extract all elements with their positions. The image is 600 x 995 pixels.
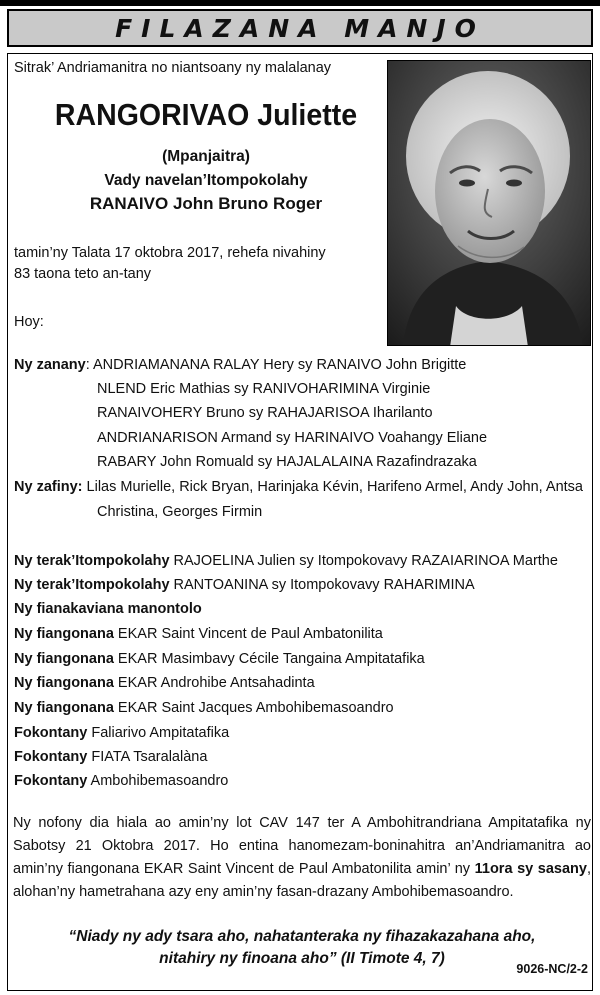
quote-line-2: nitahiry ny finoana aho” (II Timote 4, 7) xyxy=(159,950,445,967)
relative-row xyxy=(14,675,315,691)
funeral-paragraph xyxy=(13,812,591,904)
top-rule xyxy=(0,0,600,6)
funeral-text-2: , alohan’ny hametrahana azy eny amin’ny fasan-drazany Ambohibemasoandro. xyxy=(13,861,591,900)
relative-text: EKAR Masimbavy Cécile Tangaina Ampitatafika xyxy=(113,651,425,667)
funeral-text-1: Ny nofony dia hiala ao amin’ny lot CAV 147 ter A Ambohitrandriana Ampitatafika ny Sabotsy 21 Oktobra 2017. Ho entina hanomezam-boninahitra an’Andriamanitra ao amin’ny fiangonana EKAR Saint Vincent de Paul Ambatonilita amin’ ny xyxy=(13,815,591,877)
relative-row xyxy=(14,601,202,617)
children-line-4: ANDRIANARISON Armand sy HARINAIVO Voahangy Eliane xyxy=(97,430,488,446)
children-line-2: NLEND Eric Mathias sy RANIVOHARIMINA Virginie xyxy=(97,381,431,397)
portrait-photo xyxy=(387,60,591,346)
grandchildren-row-1 xyxy=(14,479,583,495)
portrait-image xyxy=(388,61,591,346)
relative-row xyxy=(14,651,425,667)
relative-row xyxy=(14,553,558,569)
reference-code: 9026-NC/2-2 xyxy=(516,962,588,976)
relative-label: Ny fiangonana xyxy=(14,626,114,642)
relative-row xyxy=(14,749,207,765)
relative-label: Ny terak’Itompokolahy xyxy=(14,577,170,593)
relative-label: Ny terak’Itompokolahy xyxy=(14,553,170,569)
relative-label: Ny fiangonana xyxy=(14,700,114,716)
relative-text: FIATA Tsaralalàna xyxy=(87,749,208,765)
relative-row xyxy=(14,700,394,716)
relative-row xyxy=(14,577,475,593)
hoy-label: Hoy: xyxy=(14,314,44,330)
quote-line-1: “Niady ny ady tsara aho, nahatanteraka ny fihazakazahana aho, xyxy=(68,928,536,945)
relative-row xyxy=(14,725,229,741)
grandchildren-line-1: Lilas Murielle, Rick Bryan, Harinjaka Kévin, Harifeno Armel, Andy John, Antsa xyxy=(82,479,583,495)
relative-label: Fokontany xyxy=(14,725,88,741)
children-row-1 xyxy=(14,357,466,373)
banner xyxy=(7,9,593,47)
funeral-time: 11ora sy sasany xyxy=(474,861,587,877)
relative-row xyxy=(14,626,383,642)
deceased-role: (Mpanjaitra) xyxy=(162,148,250,165)
relative-label: Ny fianakaviana manontolo xyxy=(14,601,202,617)
relative-text: RAJOELINA Julien sy Itompokovavy RAZAIARINOA Marthe xyxy=(169,553,558,569)
age-line: 83 taona teto an-tany xyxy=(14,266,152,282)
deceased-name: RANGORIVAO Juliette xyxy=(54,97,358,132)
relative-label: Ny fiangonana xyxy=(14,675,114,691)
grandchildren-label: Ny zafiny: xyxy=(14,479,83,495)
relative-label: Ny fiangonana xyxy=(14,651,114,667)
intro-text: Sitrak’ Andriamanitra no niantsoany ny malalanay xyxy=(14,60,332,76)
relative-text: EKAR Androhibe Antsahadinta xyxy=(113,675,315,691)
spouse-name: RANAIVO John Bruno Roger xyxy=(89,194,323,213)
death-date: tamin’ny Talata 17 oktobra 2017, rehefa nivahiny xyxy=(14,245,326,261)
children-line-3: RANAIVOHERY Bruno sy RAHAJARISOA Iharilanto xyxy=(97,405,433,421)
relative-text: EKAR Saint Vincent de Paul Ambatonilita xyxy=(113,626,383,642)
relative-label: Fokontany xyxy=(14,773,88,789)
relative-text: Faliarivo Ampitatafika xyxy=(87,725,230,741)
grandchildren-line-2: Christina, Georges Firmin xyxy=(97,504,263,520)
children-line-5: RABARY John Romuald sy HAJALALAINA Razafindrazaka xyxy=(97,454,477,470)
relative-text: EKAR Saint Jacques Ambohibemasoandro xyxy=(113,700,394,716)
children-label: Ny zanany xyxy=(14,357,86,373)
relative-row xyxy=(14,773,228,789)
relative-label: Fokontany xyxy=(14,749,88,765)
banner-title: FILAZANA MANJO xyxy=(115,13,485,43)
spouse-line: Vady navelan’Itompokolahy xyxy=(104,172,308,189)
children-line-1: : ANDRIAMANANA RALAY Hery sy RANAIVO John Brigitte xyxy=(85,357,467,373)
relative-text: RANTOANINA sy Itompokovavy RAHARIMINA xyxy=(169,577,475,593)
relative-text: Ambohibemasoandro xyxy=(87,773,229,789)
